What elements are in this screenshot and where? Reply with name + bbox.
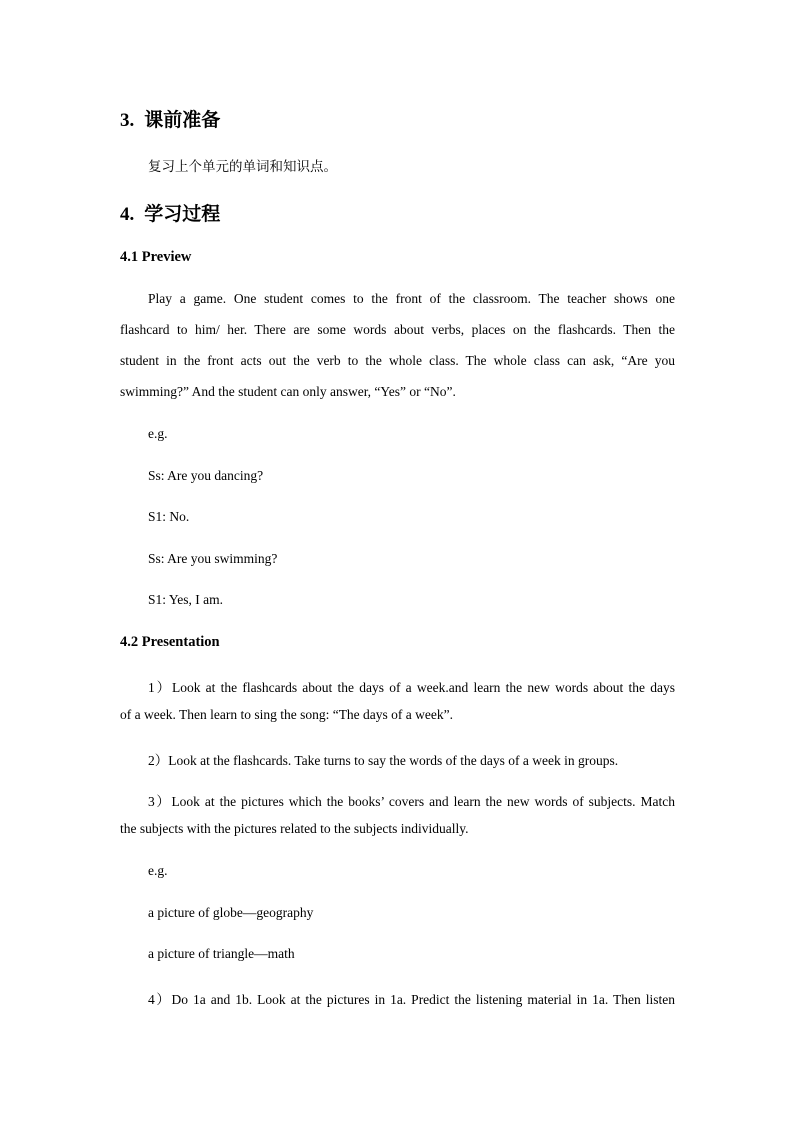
preview-paragraph-line: swimming?” And the student can only answer, “Yes” or “No”. xyxy=(120,384,456,399)
presentation-example-label: e.g. xyxy=(148,863,168,878)
presentation-item-2: 2）Look at the flashcards. Take turns to say the words of the days of a week in groups. xyxy=(148,753,619,768)
presentation-example: a picture of triangle—math xyxy=(148,946,295,961)
presentation-heading: 4.2 Presentation xyxy=(120,634,220,650)
section-3-number: 3. xyxy=(120,110,135,131)
section-4-heading xyxy=(120,199,220,226)
presentation-item-3-line: the subjects with the pictures related to the subjects individually. xyxy=(120,821,469,836)
preview-paragraph-line: student in the front acts out the verb to the whole class. The whole class can ask, “Are you xyxy=(120,353,675,368)
dialogue-line: Ss: Are you dancing? xyxy=(148,468,264,483)
preview-example-label: e.g. xyxy=(148,426,168,441)
section-4-title: 学习过程 xyxy=(144,203,221,225)
dialogue-line: S1: No. xyxy=(148,509,190,524)
preview-paragraph-line: Play a game. One student comes to the front of the classroom. The teacher shows one xyxy=(148,291,675,306)
section-3-title: 课前准备 xyxy=(144,109,221,131)
preview-heading: 4.1 Preview xyxy=(120,249,192,265)
section-3-heading xyxy=(120,105,220,132)
presentation-item-1-line: of a week. Then learn to sing the song: “The days of a week”. xyxy=(120,707,454,722)
presentation-item-1-line: 1）Look at the flashcards about the days of a week.and learn the new words about the days xyxy=(148,680,675,695)
presentation-item-3-line: 3）Look at the pictures which the books’ covers and learn the new words of subjects. Match xyxy=(148,794,675,809)
dialogue-line: Ss: Are you swimming? xyxy=(148,551,278,566)
presentation-item-4-line: 4）Do 1a and 1b. Look at the pictures in 1a. Predict the listening material in 1a. Then listen xyxy=(148,992,675,1007)
presentation-example: a picture of globe—geography xyxy=(148,905,314,920)
dialogue-line: S1: Yes, I am. xyxy=(148,592,224,607)
section-4-number: 4. xyxy=(120,204,135,225)
section-3-text: 复习上个单元的单词和知识点。 xyxy=(148,159,337,175)
preview-paragraph-line: flashcard to him/ her. There are some words about verbs, places on the flashcards. Then the xyxy=(120,322,675,337)
